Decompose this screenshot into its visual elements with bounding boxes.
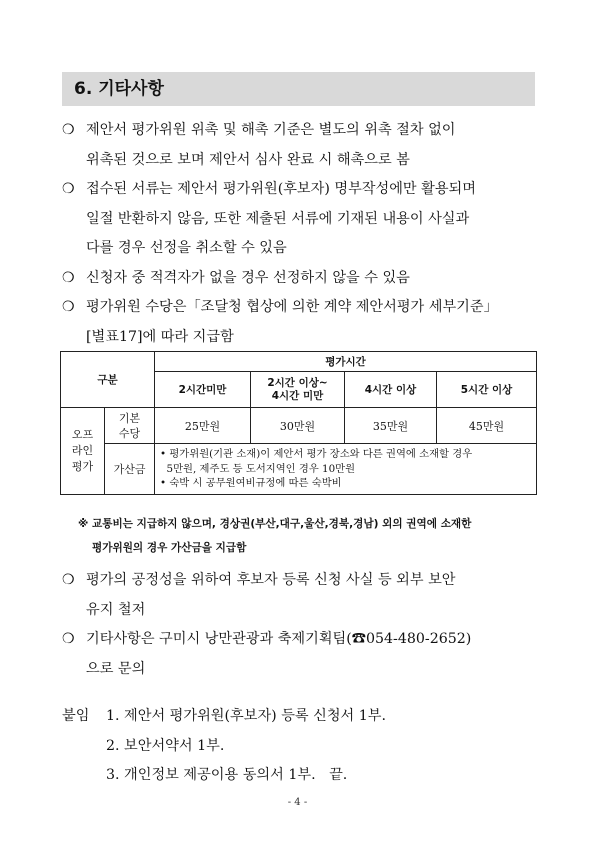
item-line: 유지 철저 xyxy=(86,601,146,618)
list-item xyxy=(62,175,542,264)
bullet-icon: ❍ xyxy=(62,631,75,647)
item-line: 평가의 공정성을 위하여 후보자 등록 신청 사실 등 외부 보안 xyxy=(86,572,456,588)
list-item xyxy=(62,566,542,625)
extra-notes xyxy=(155,444,537,495)
bullet-icon: ❍ xyxy=(62,572,75,588)
header-time-col: 2시간 이상~ 4시간 미만 xyxy=(251,372,345,408)
list-item xyxy=(62,293,542,352)
header-category: 구분 xyxy=(61,352,155,408)
header-time-col: 5시간 이상 xyxy=(437,372,537,408)
item-line: 신청자 중 적격자가 없을 경우 선정하지 않을 수 있음 xyxy=(86,269,410,286)
item-line: 으로 문의 xyxy=(86,660,146,677)
row-group-offline: 오프 라인 평가 xyxy=(61,408,105,495)
section-title: 6. 기타사항 xyxy=(62,72,535,106)
attachment-item: 3. 개인정보 제공이용 동의서 1부. 끝. xyxy=(106,767,348,783)
row-label-extra: 가산금 xyxy=(105,444,155,495)
item-line: 다를 경우 선정을 취소할 수 있음 xyxy=(86,240,287,256)
bullet-icon: ❍ xyxy=(62,181,75,197)
notice-line: 평가위원의 경우 가산금을 지급함 xyxy=(92,542,247,554)
notice xyxy=(78,512,548,560)
note-line: • 평가위원(기관 소재)이 제안서 평가 장소와 다른 권역에 소재할 경우 xyxy=(160,448,473,460)
bullet-icon: ❍ xyxy=(62,299,75,315)
notice-line: ※ 교통비는 지급하지 않으며, 경상권(부산,대구,울산,경북,경남) 외의 권역에 소재한 xyxy=(78,518,472,530)
list-item xyxy=(62,116,542,175)
item-list-bottom xyxy=(62,566,542,684)
table-cell: 45만원 xyxy=(437,408,537,444)
item-line: 평가위원 수당은「조달청 협상에 의한 계약 제안서평가 세부기준」 xyxy=(86,299,498,315)
item-line: 접수된 서류는 제안서 평가위원(후보자) 명부작성에만 활용되며 xyxy=(86,181,476,197)
attachment-item: 1. 제안서 평가위원(후보자) 등록 신청서 1부. xyxy=(106,708,386,724)
note-line: • 숙박 시 공무원여비규정에 따른 숙박비 xyxy=(160,477,342,489)
table-cell: 35만원 xyxy=(345,408,437,444)
header-evaluation-time: 평가시간 xyxy=(155,352,537,372)
item-line: [별표17]에 따라 지급함 xyxy=(86,328,234,345)
list-item xyxy=(62,264,542,294)
header-time-col: 2시간미만 xyxy=(155,372,251,408)
item-line: 일절 반환하지 않음, 또한 제출된 서류에 기재된 내용이 사실과 xyxy=(86,210,470,227)
note-line: 5만원, 제주도 등 도서지역인 경우 10만원 xyxy=(160,462,356,475)
attachments-label: 붙임 xyxy=(62,708,90,724)
item-line: 제안서 평가위원 위촉 및 해촉 기준은 별도의 위촉 절차 없이 xyxy=(86,122,456,138)
attachment-item: 2. 보안서약서 1부. xyxy=(106,737,225,754)
bullet-icon: ❍ xyxy=(62,122,75,138)
bullet-icon: ❍ xyxy=(62,269,75,286)
list-item xyxy=(62,625,542,684)
row-label-basic: 기본 수당 xyxy=(105,408,155,444)
header-time-col: 4시간 이상 xyxy=(345,372,437,408)
table-cell: 30만원 xyxy=(251,408,345,444)
page-number: - 4 - xyxy=(287,797,308,808)
allowance-table xyxy=(60,351,537,495)
attachments xyxy=(62,702,386,791)
item-line: 위촉된 것으로 보며 제안서 심사 완료 시 해촉으로 봄 xyxy=(86,151,410,168)
item-list-top xyxy=(62,116,542,352)
table-cell: 25만원 xyxy=(155,408,251,444)
item-line: 기타사항은 구미시 낭만관광과 축제기획팀(☎054-480-2652) xyxy=(86,631,472,647)
